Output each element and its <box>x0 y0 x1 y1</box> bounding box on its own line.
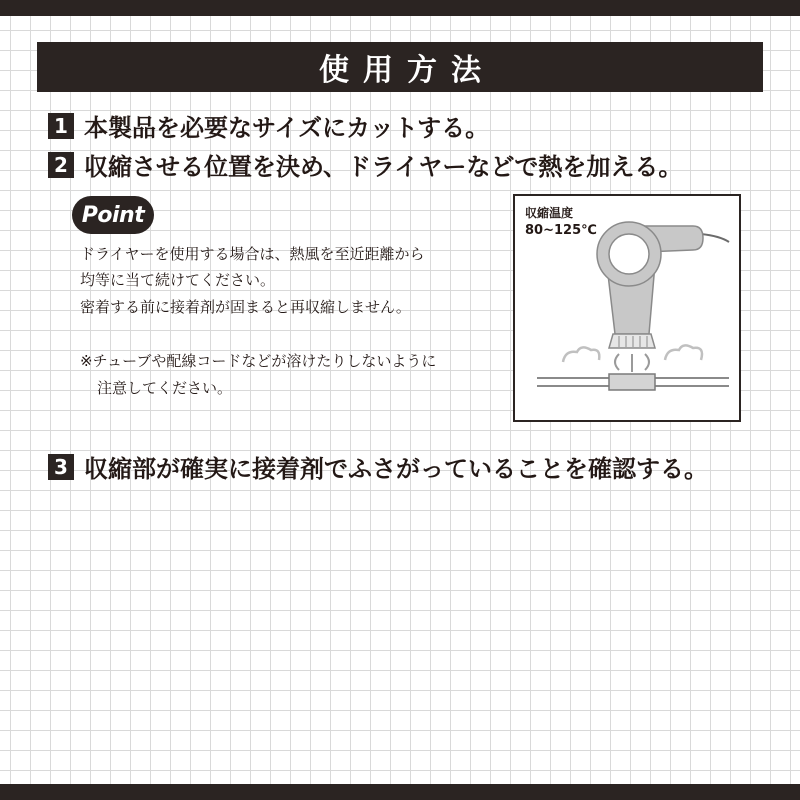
step-text: 本製品を必要なサイズにカットする。 <box>84 114 490 142</box>
caution-note-line: ※チューブや配線コードなどが溶けたりしないように <box>80 352 437 370</box>
step-number-badge: 3 <box>48 454 74 480</box>
point-note-line: ドライヤーを使用する場合は、熱風を至近距離から <box>80 245 425 263</box>
point-badge: Point <box>72 196 154 234</box>
page-title: 使用方法 <box>319 53 495 88</box>
caution-note-line: 注意してください。 <box>97 379 233 397</box>
step-text: 収縮させる位置を決め、ドライヤーなどで熱を加える。 <box>84 153 683 181</box>
shrink-temperature-label: 収縮温度 <box>525 206 574 220</box>
step-3 <box>48 449 708 484</box>
shrink-temperature-value: 80~125℃ <box>525 223 597 238</box>
step-2 <box>48 147 682 182</box>
step-number-badge: 2 <box>48 152 74 178</box>
step-1 <box>48 108 489 143</box>
step-number-badge: 1 <box>48 113 74 139</box>
dryer-illustration <box>513 194 741 422</box>
step-text: 収縮部が確実に接着剤でふさがっていることを確認する。 <box>84 455 708 483</box>
point-note-line: 密着する前に接着剤が固まると再収縮しません。 <box>80 298 411 316</box>
top-border-bar <box>0 0 800 16</box>
point-note-line: 均等に当て続けてください。 <box>80 271 276 289</box>
title-banner <box>37 42 763 92</box>
bottom-border-bar <box>0 784 800 800</box>
